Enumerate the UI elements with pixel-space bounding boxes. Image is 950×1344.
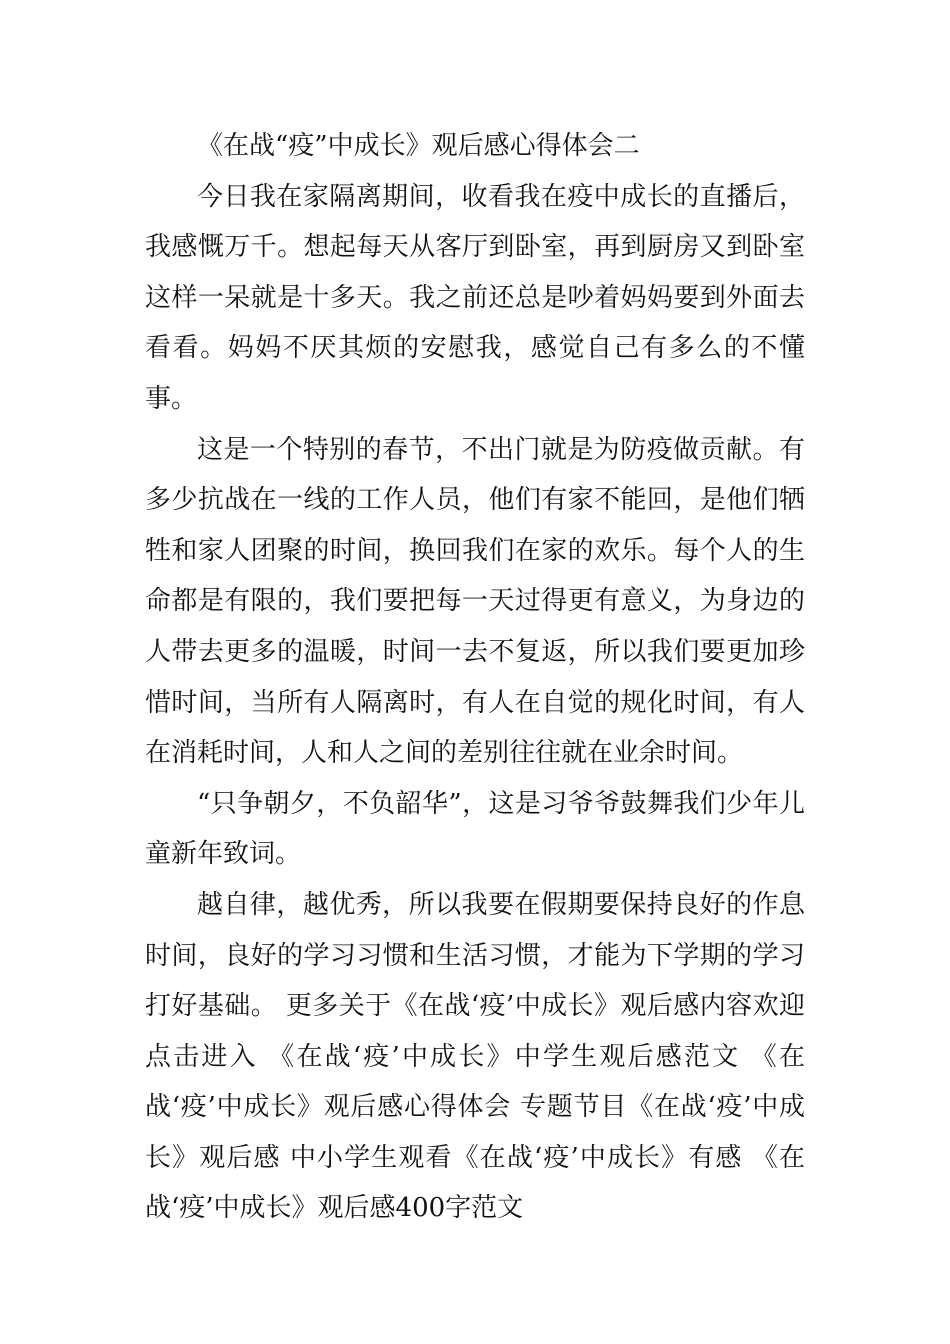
paragraph-4: 越自律，越优秀，所以我要在假期要保持良好的作息时间，良好的学习习惯和生活习惯，才能为下学期的学习打好基础。 更多关于《在战‘疫’中成长》观后感内容欢迎点击进入 《在战‘疫’中成长》中学生观后感范文 《在战‘疫’中成长》观后感心得体会 专题节目《在战‘疫’中成长》观后感 中小学生观看《在战‘疫’中成长》有感 《在战‘疫’中成长》观后感400字范文: [145, 889, 805, 1224]
paragraph-1: 今日我在家隔离期间，收看我在疫中成长的直播后，我感慨万千。想起每天从客厅到卧室，再到厨房又到卧室这样一呆就是十多天。我之前还总是吵着妈妈要到外面去看看。妈妈不厌其烦的安慰我，感觉自己有多么的不懂事。: [145, 181, 805, 414]
document-body: [145, 121, 805, 1234]
paragraph-3: “只争朝夕，不负韶华”，这是习爷爷鼓舞我们少年儿童新年致词。: [145, 788, 805, 870]
document-title: 《在战“疫”中成长》观后感心得体会二: [197, 131, 640, 161]
paragraph-2: 这是一个特别的春节，不出门就是为防疫做贡献。有多少抗战在一线的工作人员，他们有家不能回，是他们牺牲和家人团聚的时间，换回我们在家的欢乐。每个人的生命都是有限的，我们要把每一天过得更有意义，为身边的人带去更多的温暖，时间一去不复返，所以我们要更加珍惜时间，当所有人隔离时，有人在自觉的规化时间，有人在消耗时间，人和人之间的差别往往就在业余时间。: [145, 434, 805, 769]
